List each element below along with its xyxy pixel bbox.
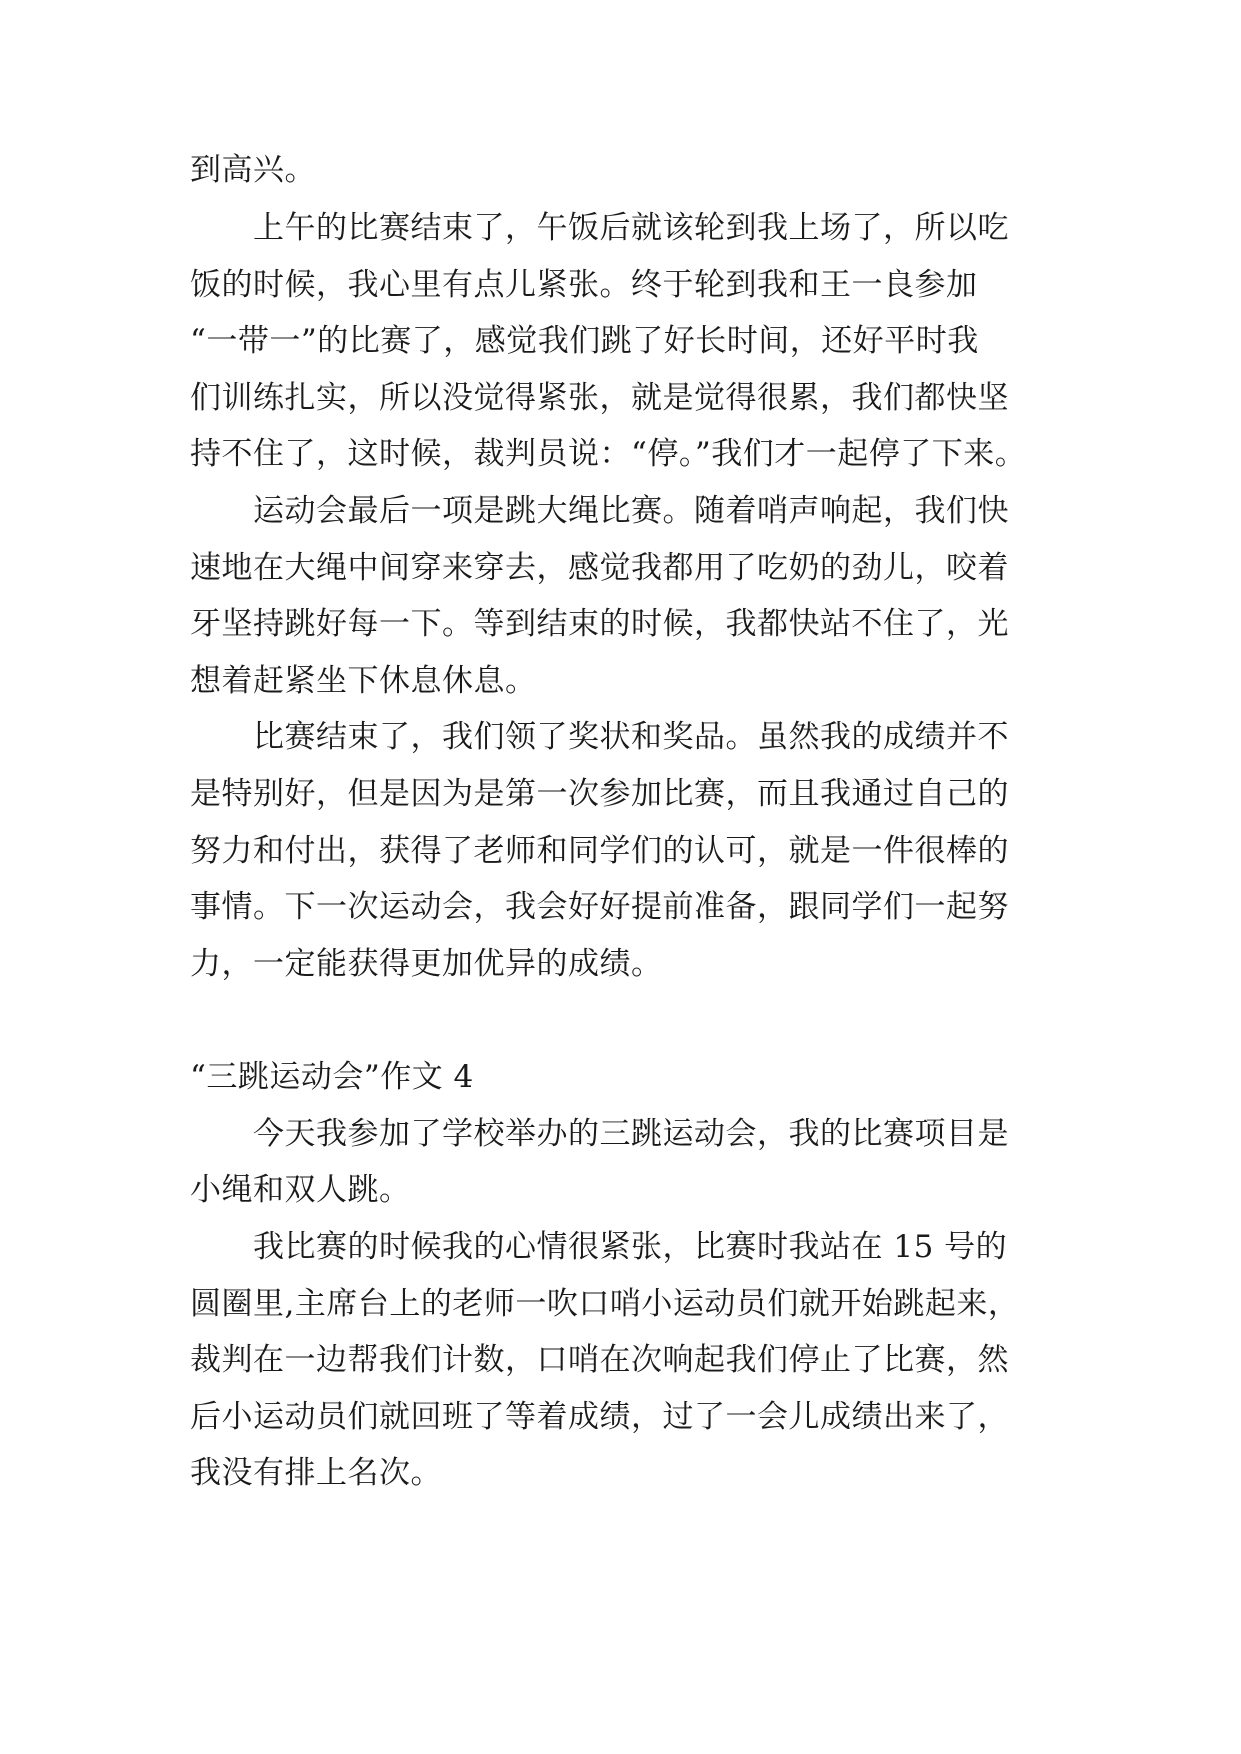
paragraph-line: 我没有排上名次。: [190, 1455, 442, 1491]
paragraph-line: 今天我参加了学校举办的三跳运动会，我的比赛项目是: [253, 1116, 1009, 1152]
paragraph-line: 运动会最后一项是跳大绳比赛。随着哨声响起，我们快: [253, 493, 1009, 529]
paragraph-line: 想着赶紧坐下休息休息。: [190, 663, 537, 699]
paragraph-line: 裁判在一边帮我们计数，口哨在次响起我们停止了比赛，然: [190, 1342, 1009, 1378]
paragraph-line: 牙坚持跳好每一下。等到结束的时候，我都快站不住了，光: [190, 606, 1009, 642]
paragraph-line: 比赛结束了，我们领了奖状和奖品。虽然我的成绩并不: [253, 719, 1009, 755]
paragraph-line: 后小运动员们就回班了等着成绩，过了一会儿成绩出来了，: [190, 1399, 1009, 1435]
paragraph-line: 努力和付出，获得了老师和同学们的认可，就是一件很棒的: [190, 833, 1009, 869]
paragraph-line: 们训练扎实，所以没觉得紧张，就是觉得很累，我们都快坚: [190, 380, 1009, 416]
paragraph-line: 速地在大绳中间穿来穿去，感觉我都用了吃奶的劲儿，咬着: [190, 550, 1009, 586]
paragraph-line: 力，一定能获得更加优异的成绩。: [190, 946, 663, 982]
paragraph-line: 是特别好，但是因为是第一次参加比赛，而且我通过自己的: [190, 776, 1009, 812]
paragraph-line: “一带一”的比赛了，感觉我们跳了好长时间，还好平时我: [190, 323, 979, 359]
paragraph-line: 圆圈里,主席台上的老师一吹口哨小运动员们就开始跳起来，: [190, 1286, 1020, 1322]
paragraph-line: 上午的比赛结束了，午饭后就该轮到我上场了，所以吃: [253, 210, 1009, 246]
paragraph-line: 到高兴。: [190, 152, 316, 188]
paragraph-line: 小绳和双人跳。: [190, 1172, 411, 1208]
paragraph-line: 持不住了，这时候，裁判员说：“停。”我们才一起停了下来。: [190, 436, 1027, 472]
paragraph-line: 我比赛的时候我的心情很紧张，比赛时我站在 15 号的: [253, 1229, 1008, 1265]
paragraph-line: 事情。下一次运动会，我会好好提前准备，跟同学们一起努: [190, 889, 1009, 925]
paragraph-line: 饭的时候，我心里有点儿紧张。终于轮到我和王一良参加: [190, 267, 978, 303]
section-heading: “三跳运动会”作文 4: [190, 1059, 474, 1095]
